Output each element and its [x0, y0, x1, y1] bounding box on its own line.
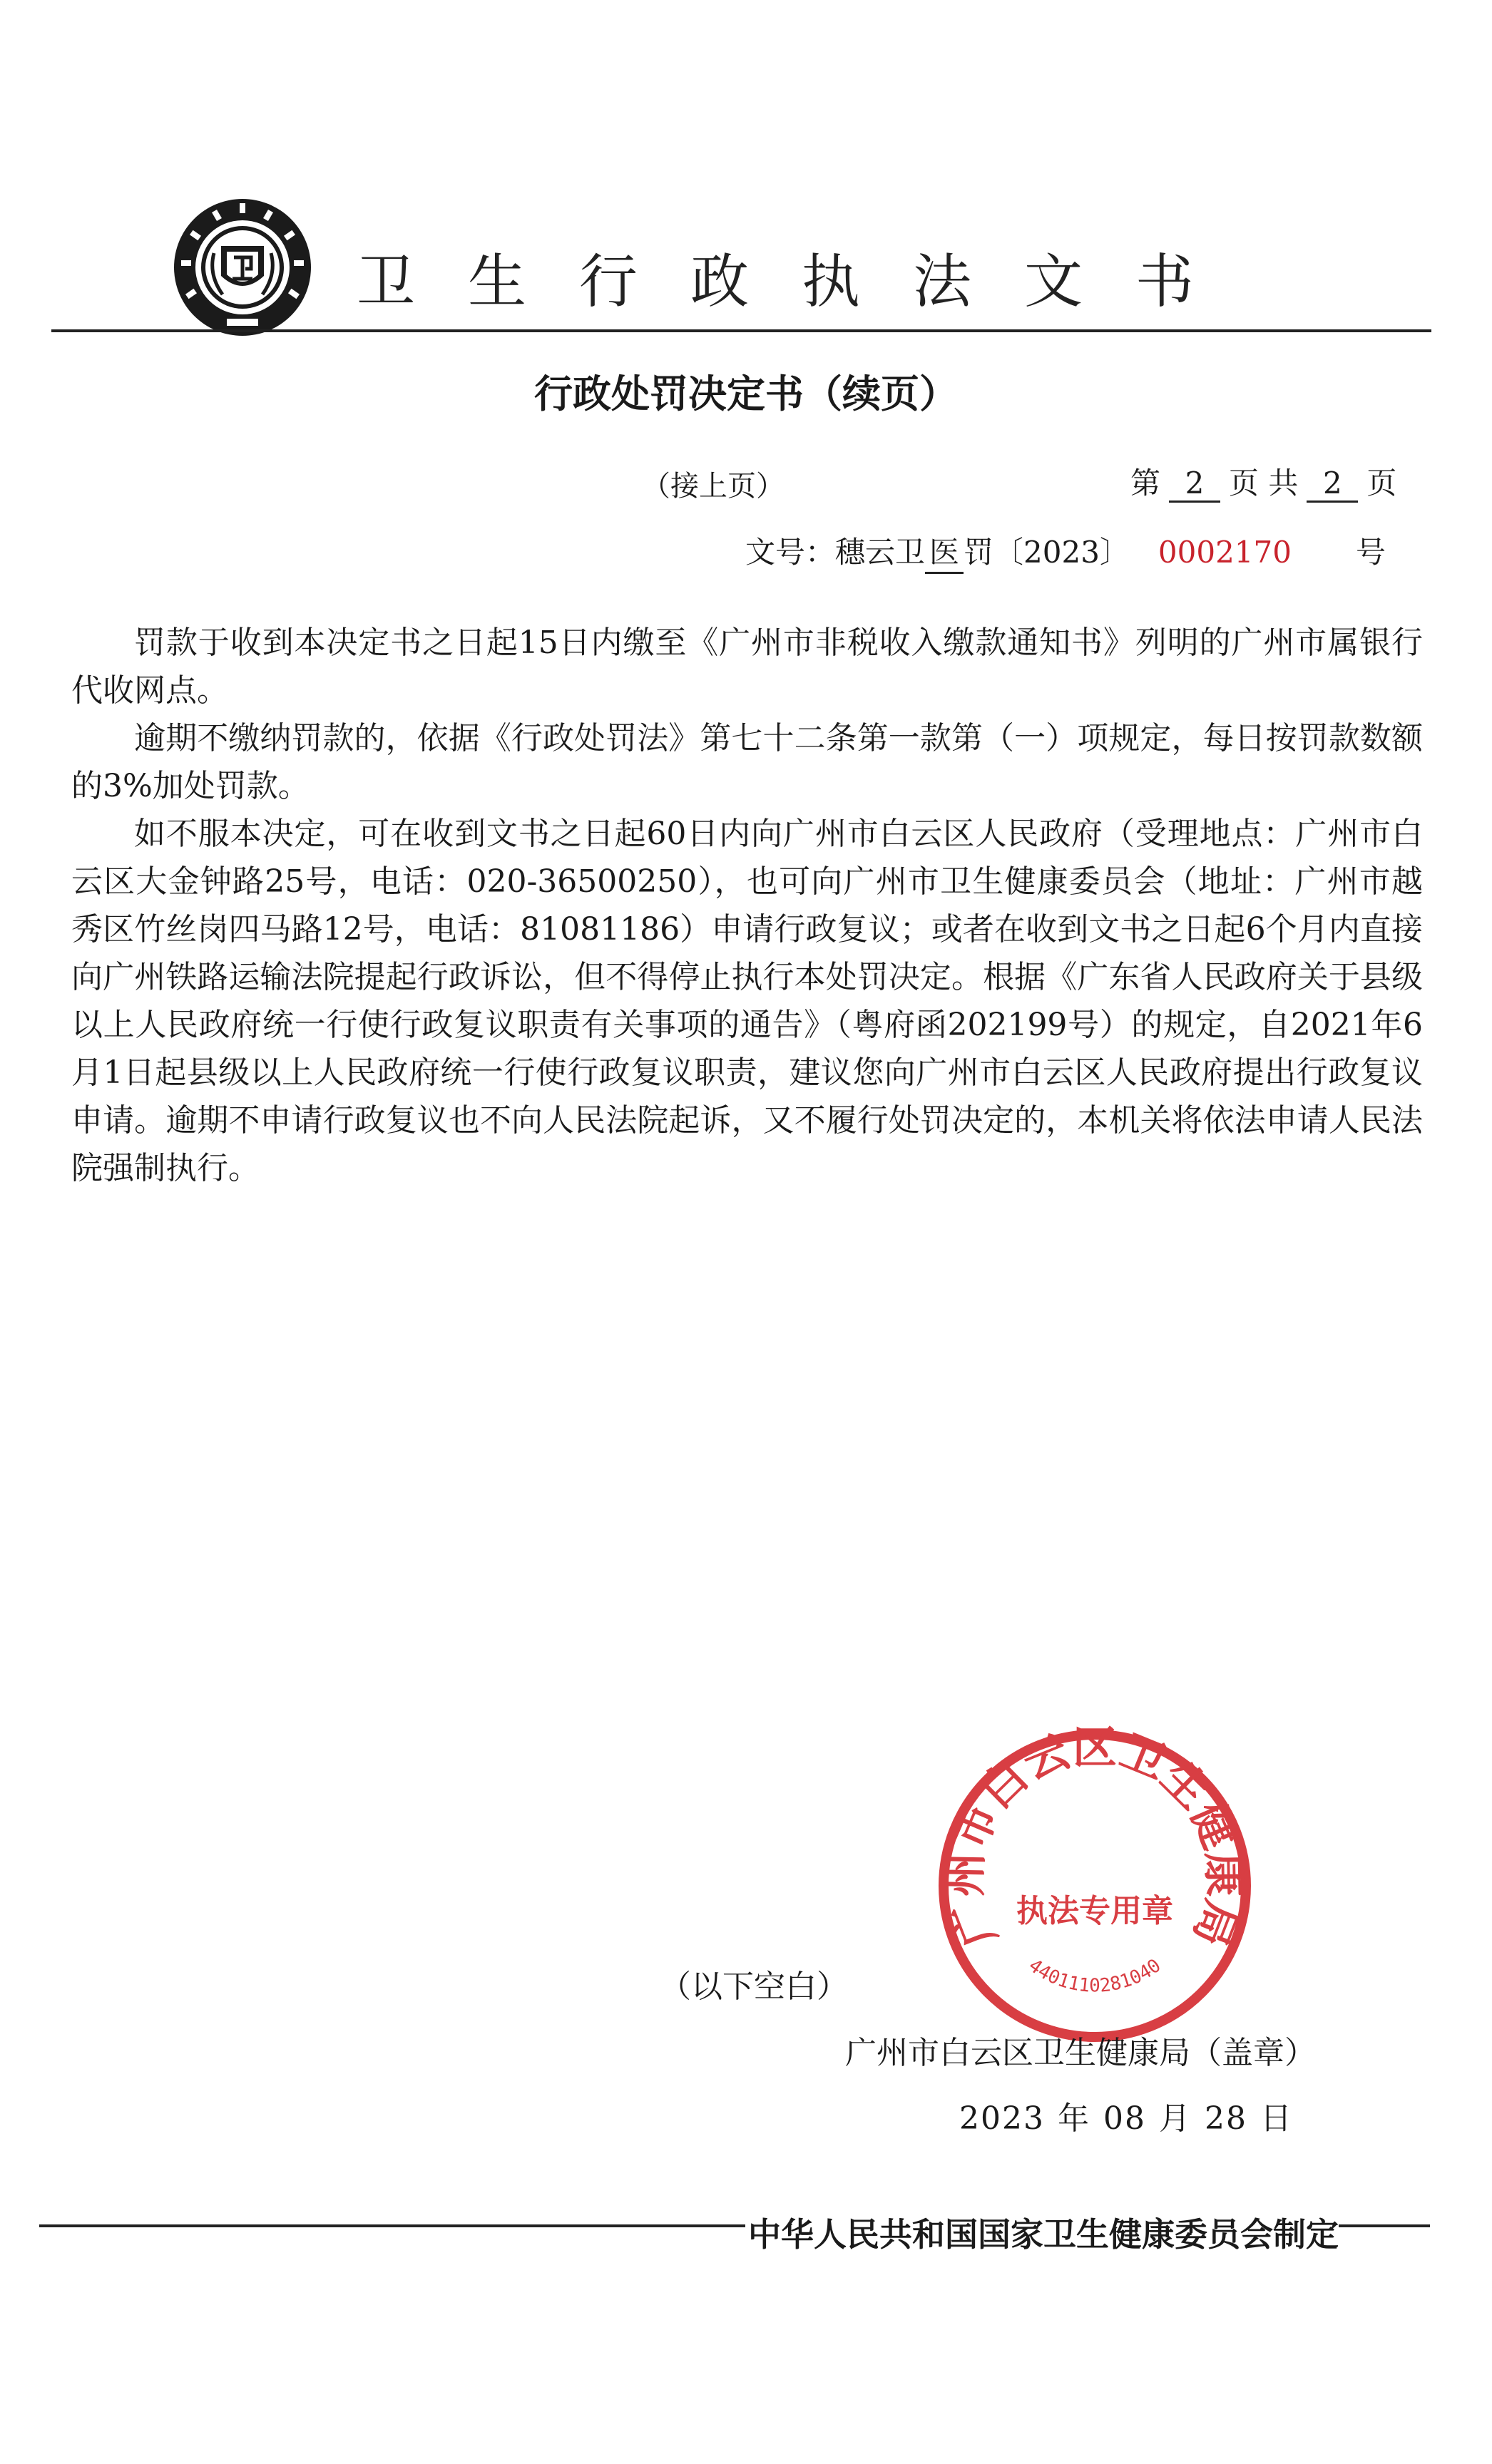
page-prefix: 第: [1130, 466, 1161, 500]
header-divider: [51, 329, 1431, 332]
docnum-label: 文号：穗云卫: [745, 535, 926, 570]
document-number: [745, 529, 1386, 574]
docnum-serial: 0002170: [1158, 535, 1292, 570]
date-month-unit: 月: [1158, 2100, 1192, 2137]
issuing-authority: 广州市白云区卫生健康局（盖章）: [845, 2035, 1316, 2071]
header-title: 卫生行政执法文书: [357, 248, 1247, 316]
seal-ring-text: 广州市白云区卫生健康局: [939, 1721, 1251, 1954]
page-number: [1130, 460, 1396, 503]
svg-text:4401110281040: [1025, 1955, 1165, 1997]
docnum-mid: 罚〔2023〕: [964, 535, 1130, 570]
paragraph-late-penalty: 逾期不缴纳罚款的，依据《行政处罚法》第七十二条第一款第（一）项规定，每日按罚款数额的3%加处罚款。: [71, 720, 1423, 804]
official-seal: [927, 1718, 1262, 2053]
paragraph-payment: 罚款于收到本决定书之日起15日内缴至《广州市非税收入缴款通知书》列明的广州市属银行代收网点。: [71, 625, 1423, 709]
continued-label: （接上页）: [642, 470, 785, 503]
issue-date: [959, 2093, 1306, 2138]
date-day: 28: [1204, 2100, 1247, 2137]
footer-issuer: 中华人民共和国国家卫生健康委员会制定: [745, 2209, 1339, 2256]
blank-below-note: （以下空白）: [660, 1968, 848, 2005]
document-title: 行政处罚决定书（续页）: [534, 371, 958, 416]
date-month: 08: [1103, 2100, 1146, 2137]
date-year-unit: 年: [1057, 2100, 1090, 2137]
date-year: 2023: [959, 2100, 1045, 2137]
seal-code: 4401110281040: [1024, 1954, 1165, 1997]
health-inspection-emblem-icon: [171, 196, 314, 339]
paragraph-appeal-rights: 如不服本决定，可在收到文书之日起60日内向广州市白云区人民政府（受理地点：广州市白云区大金钟路25号，电话：020-36500250），也可向广州市卫生健康委员会（地址：广州市越秀区竹丝岗四马路12号，电话：81081186）申请行政复议；或者在收到文书之日起6个月内直接向广州铁路运输法院提起行政诉讼，但不得停止执行本处罚决定。根据《广东省人民政府关于县级以上人民政府统一行使行政复议职责有关事项的通告》（粤府函202199号）的规定，自2021年6月1日起县级以上人民政府统一行使行政复议职责，建议您向广州市白云区人民政府提出行政复议申请。逾期不申请行政复议也不向人民法院起诉，又不履行处罚决定的，本机关将依法申请人民法院强制执行。: [71, 816, 1423, 1186]
page-mid: 页 共: [1229, 466, 1299, 500]
docnum-category: 医: [925, 529, 964, 574]
date-day-unit: 日: [1259, 2100, 1293, 2137]
docnum-suffix: 号: [1355, 535, 1386, 570]
page-suffix: 页: [1366, 466, 1397, 500]
page-current: 2: [1169, 466, 1220, 503]
page-total: 2: [1307, 466, 1358, 503]
body-text: [71, 619, 1423, 1192]
seal-center-text: 执法专用章: [1016, 1893, 1173, 1929]
